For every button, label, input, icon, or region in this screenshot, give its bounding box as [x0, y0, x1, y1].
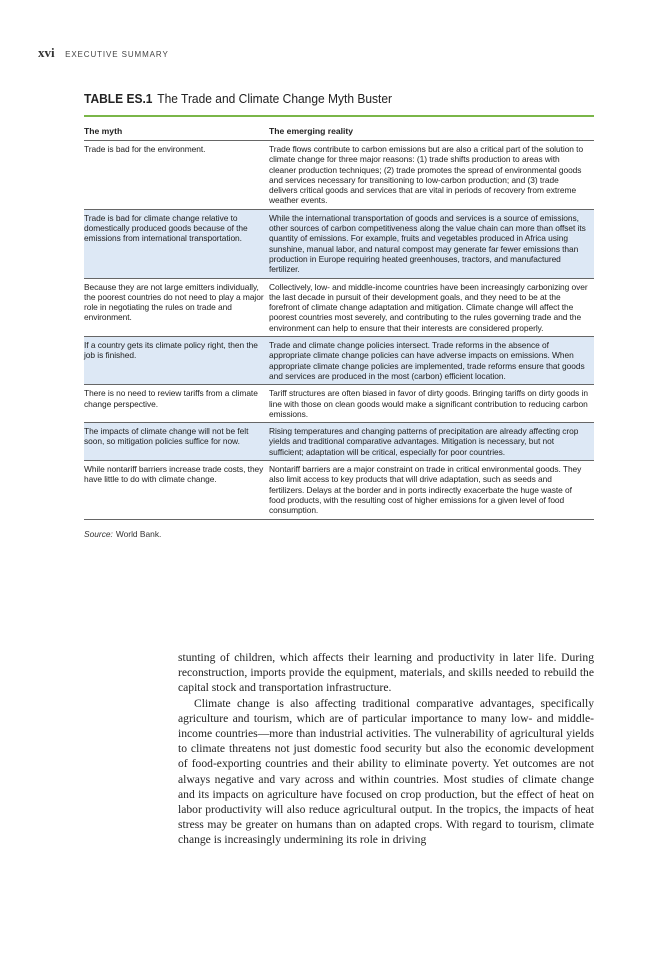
reality-cell: Trade flows contribute to carbon emissions but are also a critical part of the solution to climate change for three major reasons: (1) trade shifts production to areas with cleaner production techniques; (2) trade promotes the spread of environmental goods and services necessary for transitioning to low-carbon production; and (3) trade delivers critical goods and services that are vital in periods of recovery from extreme weather events. [269, 144, 584, 206]
reality-cell: While the international transportation of goods and services is a source of emissions, other sources of carbon competitiveness along the value chain can more than offset its quantity of emissions. For example, fruits and vegetables produced in Africa using sunshine, manual labor, and natural compost may generate far fewer emissions than production in Europe requiring heated greenhouses, tractors, and manufactured fertilizer. [269, 212, 586, 275]
myth-cell: While nontariff barriers increase trade costs, they have little to do with climate change. [84, 464, 264, 485]
table-row [84, 423, 594, 461]
reality-cell: Tariff structures are often biased in favor of dirty goods. Bringing tariffs on dirty goods in line with those on clean goods would make a significant contribution to reducing carbon emissions. [269, 388, 588, 419]
reality-cell: Rising temperatures and changing patterns of precipitation are already affecting crop yields and traditional comparative advantages. Mitigation is necessary, but not sufficient; adaptation will be critical, especially for poor countries. [269, 426, 579, 457]
myth-buster-table [84, 92, 594, 539]
table-row [84, 385, 594, 423]
table-source [84, 529, 594, 539]
myth-cell: Because they are not large emitters individually, the poorest countries do not need to play a major role in negotiating the rules on trade and environment. [84, 281, 264, 323]
table-title [84, 92, 574, 106]
table-header-row [84, 117, 594, 141]
table-number: TABLE ES.1 [84, 92, 153, 106]
source-text: World Bank. [115, 528, 162, 539]
table-row [84, 210, 594, 279]
table-row [84, 141, 594, 210]
header-reality: The emerging reality [269, 126, 354, 136]
myth-cell: There is no need to review tariffs from a climate change perspective. [84, 388, 258, 409]
table-row [84, 337, 594, 385]
myth-cell: The impacts of climate change will not be felt soon, so mitigation policies suffice for now. [84, 426, 249, 447]
source-label: Source: [84, 528, 113, 539]
table-row [84, 461, 594, 519]
body-paragraph: Climate change is also affecting traditional comparative advantages, specifically agriculture and tourism, which are of particular importance to many low- and middle-income countries—more than industrial activities. The vulnerability of agricultural yields to climate threatens not just domestic food security but also the economic development of food-exporting countries and their ability to eliminate poverty. Yet outcomes are not always negative and vary across and within countries. Most studies of climate change and its impacts on agriculture have focused on crop production, but the effect of heat on labor productivity will also reduce agricultural output. In the tropics, the impacts of heat stress may be greater on humans than on adapted crops. With regard to tourism, climate change is increasingly undermining its role in driving [178, 696, 594, 847]
reality-cell: Nontariff barriers are a major constraint on trade in critical environmental goods. They also limit access to key products that will drive adaptation, such as seeds and fertilizers. Delays at the border and in ports indirectly exacerbate the huge waste of food products, with the resulting cost of higher emissions for a given level of food consumption. [269, 464, 582, 516]
myth-cell: Trade is bad for the environment. [84, 144, 206, 154]
body-text [178, 650, 594, 848]
body-paragraph: stunting of children, which affects their learning and productivity in later life. During reconstruction, imports provide the equipment, materials, and skills needed to rebuild the capital stock and transportation infrastructure. [178, 651, 594, 695]
myth-cell: If a country gets its climate policy right, then the job is finished. [84, 340, 258, 361]
page-number: xvi [38, 45, 55, 60]
section-name: EXECUTIVE SUMMARY [65, 50, 169, 59]
table-title-text: The Trade and Climate Change Myth Buster [157, 92, 393, 106]
myth-cell: Trade is bad for climate change relative to domestically produced goods because of the emissions from international transportation. [84, 212, 248, 244]
reality-cell: Trade and climate change policies intersect. Trade reforms in the absence of appropriate climate change policies can have adverse impacts on emissions. When appropriate climate change policies are implemented, trade reforms ensure that goods and services are produced in the most (carbon) efficient location. [269, 340, 585, 381]
running-head [38, 44, 169, 62]
table-row [84, 279, 594, 337]
header-myth: The myth [84, 126, 123, 136]
reality-cell: Collectively, low- and middle-income countries have been increasingly carbonizing over the last decade in pursuit of their development goals, and they need to be at the forefront of climate change adaptation and mitigation. Climate change will affect the poorest countries most severely, and contributing to the rules governing trade and the environment can help to ensure that their interests are considered properly. [269, 281, 588, 333]
